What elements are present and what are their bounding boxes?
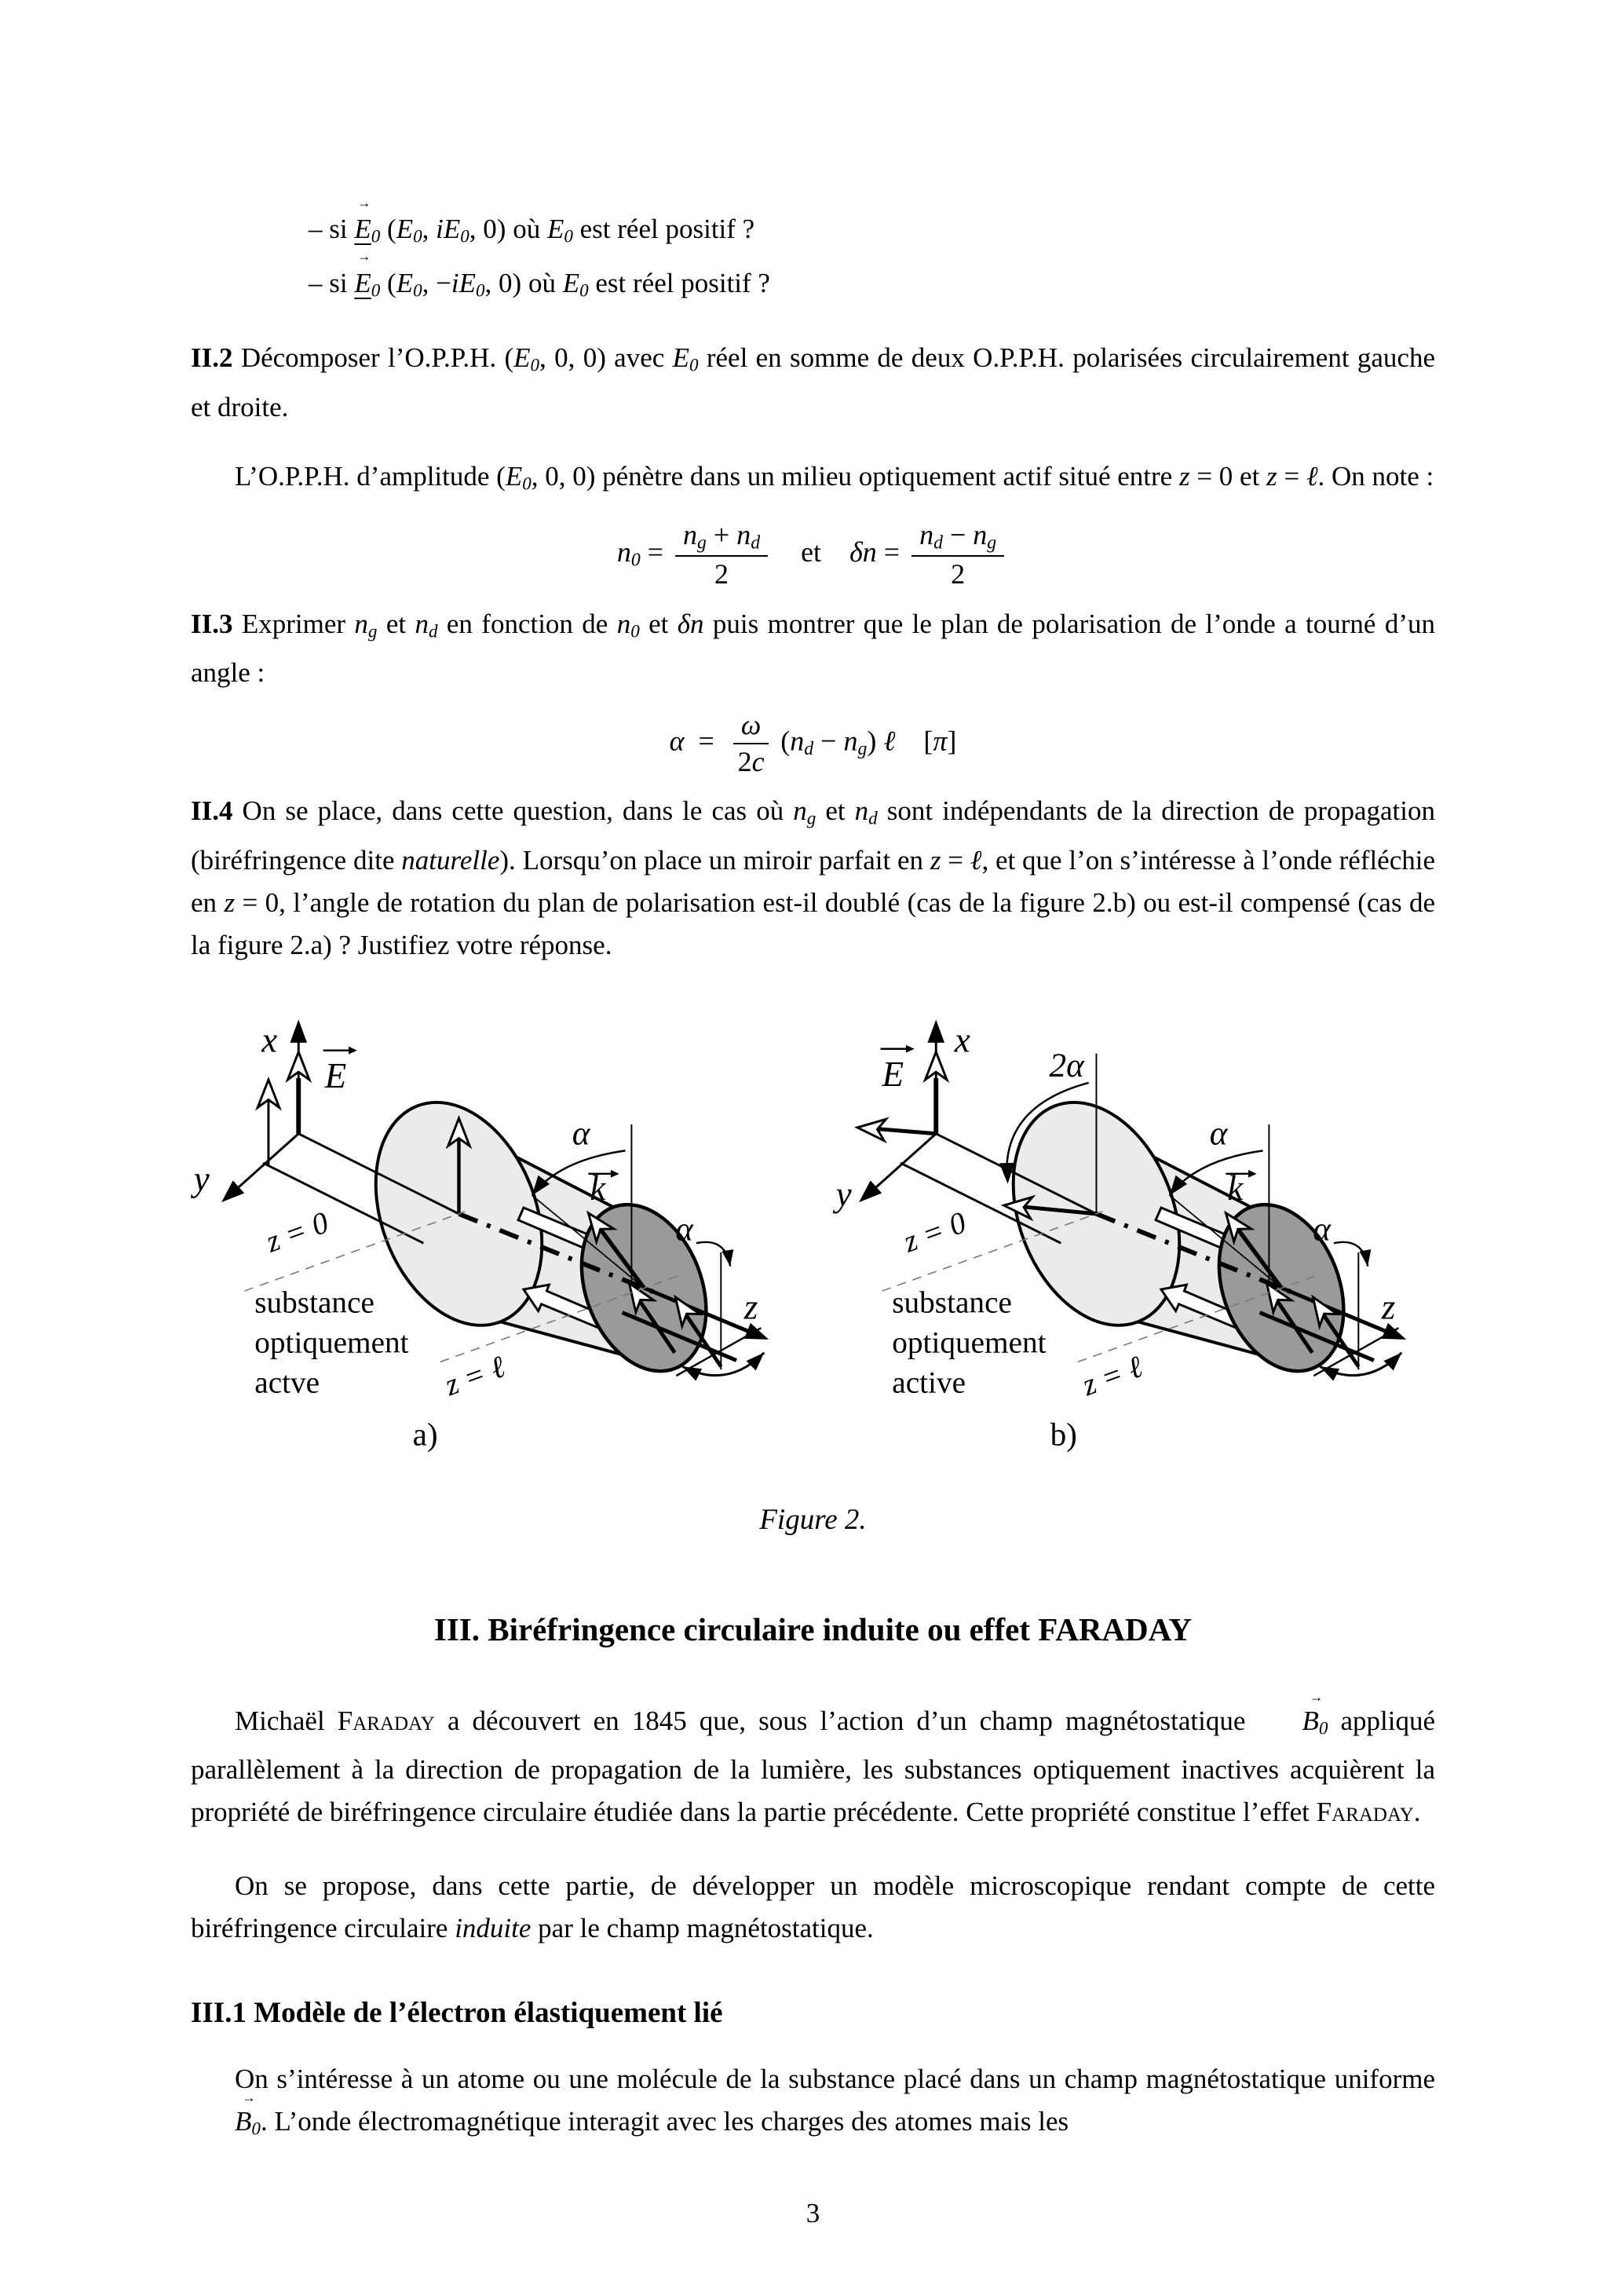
paragraph-faraday: Michaël Faraday a découvert en 1845 que, sous l’action d’un champ magnétostatique B →0 appliqué parallèlement à la direction de propagation de la lumière, les substances optiquement inactives acquièrent la propriété de biréfringence circulaire étudiée dans la partie précédente. Cette propriété constitue l’effet Faraday. [191,1700,1435,1834]
equation-alpha: α = $\frac{\omega}{2c}$ (nd − ng) ℓ [π] [669,709,957,778]
figure-2 [181,998,1435,1461]
figure-2b-diagram [819,998,1436,1461]
substance-line-1: substance [254,1285,374,1320]
fig-a-z-label: z [743,1287,758,1327]
paragraph-opph: L’O.P.P.H. d’amplitude (E0, 0, 0) pénètre dans un milieu optiquement actif situé entre z = 0 et z = ℓ. On note : [235,460,1434,494]
fig-a-zl-label: z = ℓ [440,1350,510,1403]
paragraph-ii2: II.2 Décomposer l’O.P.P.H. (E0, 0, 0) avec E0 réel en somme de deux O.P.P.H. polarisées circulairement gauche et droite. [191,342,1435,422]
substance-line-3: active [891,1366,966,1400]
figure-caption: Figure 2. [759,1503,867,1536]
figure-2a-diagram [181,998,798,1461]
paragraph-ii3: II.3 Exprimer ng et nd en fonction de n0 et δn puis montrer que le plan de polarisation de l’onde a tourné d’un angle : [191,608,1435,689]
fig-b-2alpha-label: 2α [1048,1047,1084,1085]
bullet-list [191,206,1435,313]
equation-n0-dn: n0 = $\frac{ng + nd}{2}$ et δn = $\frac{nd - ng}{2}$ [191,518,1435,591]
axes [191,1019,357,1208]
fig-a-k-label: k [590,1168,606,1208]
fig-b-axis-x-label: x [954,1020,970,1060]
substance-line-2: optiquement [254,1325,409,1360]
fig-a-z0-label: z = 0 [261,1205,334,1260]
page-number: 3 [806,2198,820,2229]
fig-b-k-label: k [1226,1168,1243,1208]
fig-b-zl-label: z = ℓ [1077,1350,1147,1403]
fig-a-axis-y-label: y [193,1159,210,1199]
page-content [191,0,1435,2235]
fig-a-E-label: E [324,1055,347,1095]
fig-b-alpha-out-label: α [1312,1211,1331,1249]
substance-line-2: optiquement [891,1325,1047,1360]
substance-label [892,1286,1046,1400]
fig-b-z0-label: z = 0 [898,1205,970,1260]
bullet-item: – si E →0 (E0, iE0, 0) où E0 est réel positif ? [191,206,1435,260]
section-iii1-heading: III.1 Modèle de l’électron élastiquement lié [191,1997,723,2030]
bullet-item: – si E →0 (E0, −iE0, 0) où E0 est réel positif ? [191,260,1435,314]
substance-label [254,1286,408,1400]
fig-b-axis-y-label: y [835,1175,852,1215]
axes [832,1019,970,1214]
fig-a-alpha-out-label: α [675,1211,693,1249]
fig-a-axis-x-label: x [261,1020,278,1060]
section-iii-heading: III. Biréfringence circulaire induite ou effet FARADAY [433,1610,1193,1647]
paragraph-propose: On se propose, dans cette partie, de développer un modèle microscopique rendant compte de cette biréfringence circulaire induite par le champ magnétostatique. [191,1870,1435,1944]
paragraph-ii4: II.4 On se place, dans cette question, dans le cas où ng et nd sont indépendants de la direction de propagation (biréfringence dite naturelle). Lorsqu’on place un miroir parfait en z = ℓ, et que l’on s’intéresse à l’onde réfléchie en z = 0, l’angle de rotation du plan de polarisation est-il doublé (cas de la figure 2.b) ou est-il compensé (cas de la figure 2.a) ? Justifiez votre réponse. [191,795,1436,960]
fig-b-z-label: z [1381,1287,1395,1327]
fig-a-alpha-exit-label: α [572,1115,590,1153]
fig-b-alpha-exit-label: α [1209,1115,1227,1153]
fig-a-caption: a) [412,1416,438,1453]
substance-line-1: substance [891,1285,1012,1320]
fig-b-E-label: E [882,1054,904,1094]
paragraph-electron-model: On s’intéresse à un atome ou une molécule de la substance placé dans un champ magnétostatique uniforme B →0. L’onde électromagnétique interagit avec les charges des atomes mais les [191,2058,1435,2150]
substance-line-3: actve [254,1366,320,1400]
fig-b-caption: b) [1050,1416,1077,1453]
